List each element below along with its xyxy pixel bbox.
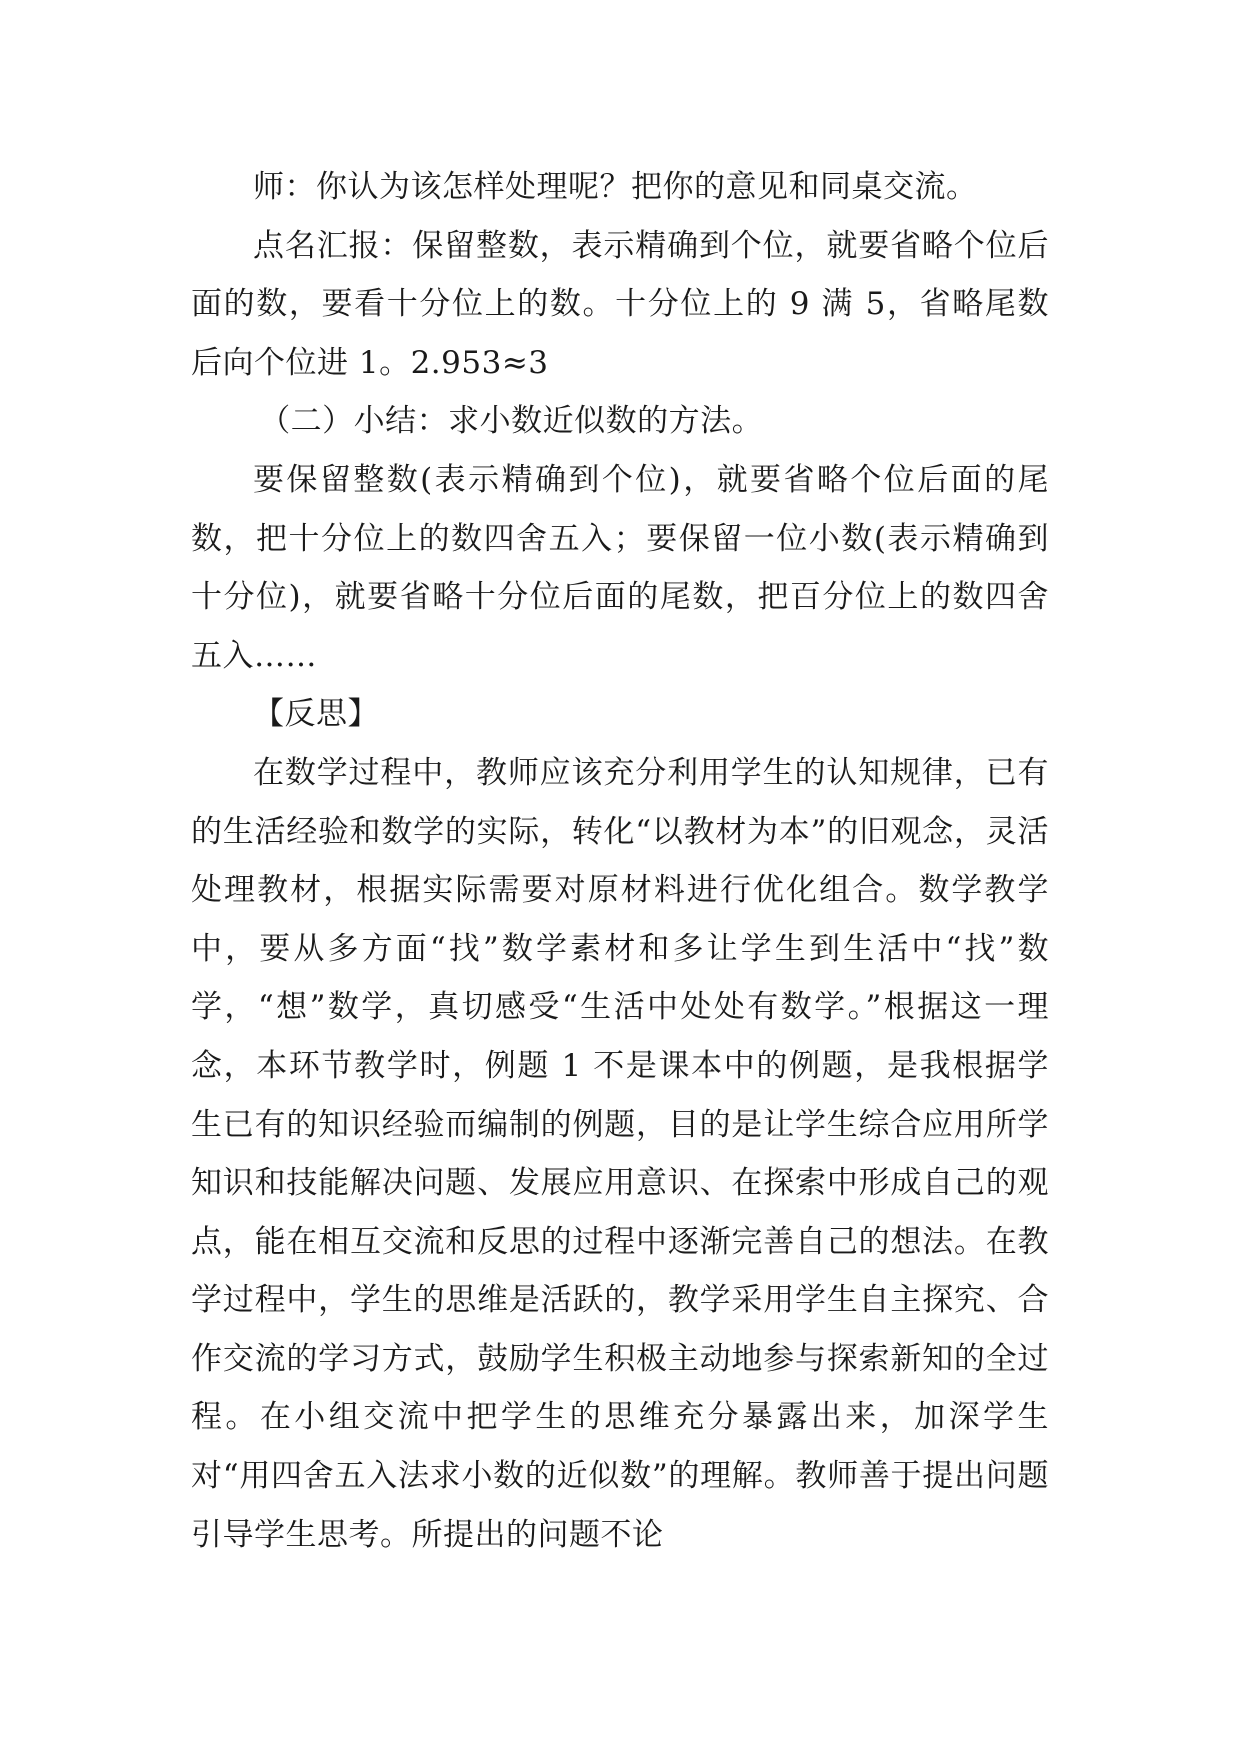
section-heading-summary: （二）小结：求小数近似数的方法。 (259, 403, 764, 440)
paragraph-student-report: 点名汇报：保留整数，表示精确到个位，就要省略个位后面的数，要看十分位上的数。十分位上的 9 满 5，省略尾数后向个位进 1。2.953≈3 (191, 227, 1049, 381)
section-heading-reflection: 【反思】 (253, 696, 379, 733)
paragraph-teacher-question: 师：你认为该怎样处理呢？把你的意见和同桌交流。 (253, 169, 978, 205)
document-body (191, 158, 1049, 1564)
paragraph-reflection: 在数学过程中，教师应该充分利用学生的认知规律，已有的生活经验和数学的实际，转化“以教材为本”的旧观念，灵活处理教材，根据实际需要对原材料进行优化组合。数学教学中，要从多方面“找”数学素材和多让学生到生活中“找”数学，“想”数学，真切感受“生活中处处有数学。”根据这一理念，本环节教学时，例题 1 不是课本中的例题，是我根据学生已有的知识经验而编制的例题，目的是让学生综合应用所学知识和技能解决问题、发展应用意识、在探索中形成自己的观点，能在相互交流和反思的过程中逐渐完善自己的想法。在教学过程中，学生的思维是活跃的，教学采用学生自主探究、合作交流的学习方式，鼓励学生积极主动地参与探索新知的全过程。在小组交流中把学生的思维充分暴露出来，加深学生对“用四舍五入法求小数的近似数”的理解。教师善于提出问题引导学生思考。所提出的问题不论 (191, 754, 1049, 1553)
paragraph-method: 要保留整数(表示精确到个位)，就要省略个位后面的尾数，把十分位上的数四舍五入；要保留一位小数(表示精确到十分位)，就要省略十分位后面的尾数，把百分位上的数四舍五入…… (191, 461, 1049, 674)
